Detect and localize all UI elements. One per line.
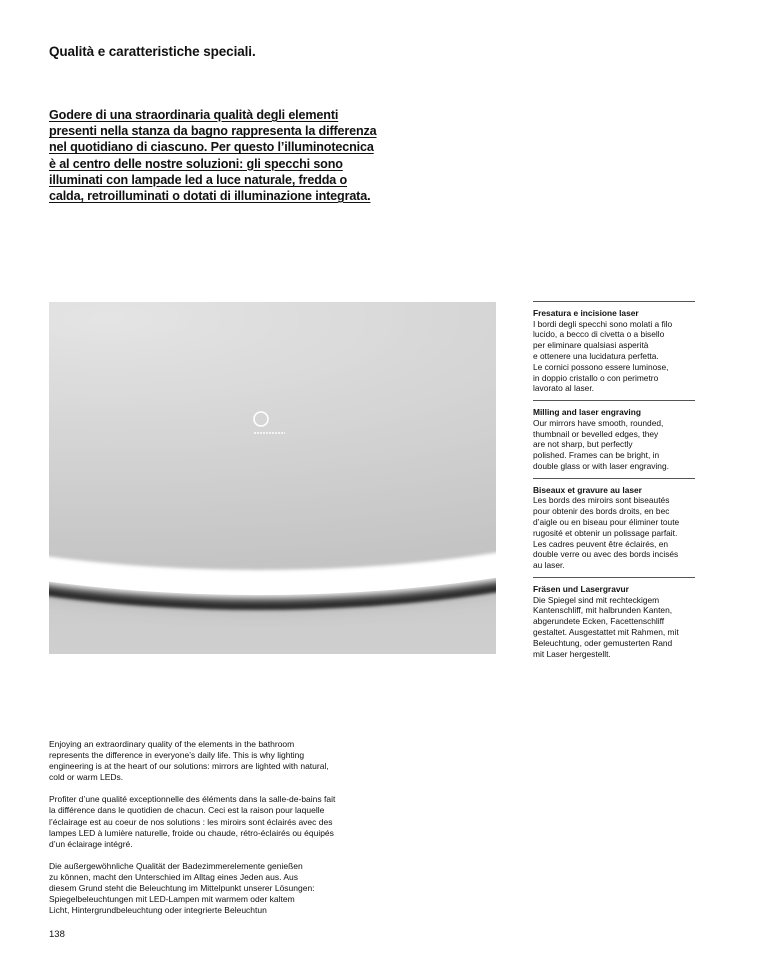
paragraph-line: engineering is at the heart of our solutions: mirrors are lighted with natural,: [49, 761, 329, 772]
feature-line: rugosité et obtenir un polissage parfait.: [533, 527, 678, 538]
features-sidebar: [533, 301, 695, 659]
feature-line: Beleuchtung, oder gemusterten Rand: [533, 637, 673, 648]
paragraph-line: l’éclairage est au coeur de nos solutions : les miroirs sont éclairés avec des: [49, 816, 333, 827]
feature-line: thumbnail or bevelled edges, they: [533, 428, 659, 439]
feature-line: gestaltet. Ausgestattet mit Rahmen, mit: [533, 626, 679, 637]
paragraph-en: [49, 739, 369, 783]
feature-line: d’aigle ou en biseau pour éliminer toute: [533, 516, 680, 527]
feature-block-fr: [533, 478, 695, 571]
feature-body: [533, 495, 695, 571]
feature-line: abgerundete Ecken, Facettenschliff: [533, 616, 665, 627]
feature-line: in doppio cristallo o con perimetro: [533, 372, 659, 383]
feature-heading: Milling and laser engraving: [533, 407, 641, 418]
paragraph-line: zu können, macht den Unterschied im Alltag eines Jeden aus. Aus: [49, 871, 299, 882]
feature-body: [533, 595, 695, 660]
paragraph-line: represents the difference in everyone’s daily life. This is why lighting: [49, 750, 305, 761]
feature-line: polished. Frames can be bright, in: [533, 450, 660, 461]
lead-line: Godere di una straordinaria qualità degli elementi: [49, 108, 339, 122]
paragraph-line: Licht, Hintergrundbeleuchtung oder integrierte Beleuchtun: [49, 905, 267, 916]
feature-line: are not sharp, but perfectly: [533, 439, 633, 450]
paragraph-line: diesem Grund steht die Beleuchtung im Mittelpunkt unserer Lösungen:: [49, 883, 315, 894]
paragraph-line: cold or warm LEDs.: [49, 772, 124, 783]
feature-line: Kantenschliff, mit halbrunden Kanten,: [533, 605, 673, 616]
feature-line: Les bords des miroirs sont biseautés: [533, 495, 670, 506]
lead-line: nel quotidiano di ciascuno. Per questo l’illuminotecnica: [49, 140, 374, 155]
feature-block-en: [533, 400, 695, 472]
feature-heading: Fresatura e incisione laser: [533, 308, 639, 318]
feature-body: [533, 418, 695, 472]
feature-line: double verre ou avec des bords incisés: [533, 549, 679, 560]
lead-line: calda, retroilluminati o dotati di illuminazione integrata.: [49, 189, 371, 204]
paragraph-fr: [49, 794, 369, 849]
paragraph-line: Die außergewöhnliche Qualität der Badezimmerelemente genießen: [49, 860, 303, 871]
mirror-photo: [49, 302, 496, 654]
lead-line: è al centro delle nostre soluzioni: gli specchi sono: [49, 156, 343, 171]
feature-body: [533, 319, 695, 395]
lead-line: presenti nella stanza da bagno rappresenta la differenza: [49, 124, 377, 139]
feature-line: Our mirrors have smooth, rounded,: [533, 417, 664, 428]
lead-line: illuminati con lampade led a luce naturale, fredda o: [49, 172, 348, 187]
feature-line: mit Laser hergestellt.: [533, 648, 611, 659]
paragraph-line: Enjoying an extraordinary quality of the elements in the bathroom: [49, 739, 295, 749]
section-title: Qualità e caratteristiche speciali.: [49, 44, 256, 59]
paragraph-line: lampes LED à lumière naturelle, froide ou chaude, rétro-éclairés ou équipés: [49, 827, 334, 838]
paragraph-line: la différence dans le quotidien de chacun. Ceci est la raison pour laquelle: [49, 805, 325, 816]
feature-block-it: [533, 301, 695, 394]
feature-line: I bordi degli specchi sono molati a filo: [533, 318, 673, 329]
feature-line: lavorato al laser.: [533, 383, 594, 394]
paragraph-line: Spiegelbeleuchtungen mit LED-Lampen mit warmem oder kaltem: [49, 894, 295, 905]
paragraph-de: [49, 861, 369, 916]
feature-heading: Fräsen und Lasergravur: [533, 583, 629, 594]
feature-line: lucido, a becco di civetta o a bisello: [533, 329, 665, 340]
paragraph-line: d’un éclairage intégré.: [49, 838, 133, 849]
page-number: 138: [49, 929, 65, 940]
feature-line: pour obtenir des bords droits, en bec: [533, 506, 670, 517]
feature-block-de: [533, 577, 695, 659]
feature-line: double glass or with laser engraving.: [533, 460, 669, 471]
lead-paragraph: [49, 107, 399, 204]
feature-line: Les cadres peuvent être éclairés, en: [533, 538, 669, 549]
feature-line: Die Spiegel sind mit rechteckigem: [533, 594, 660, 605]
feature-line: per eliminare qualsiasi asperità: [533, 340, 649, 351]
paragraph-line: Profiter d’une qualité exceptionnelle des éléments dans la salle-de-bains fait: [49, 794, 336, 805]
feature-line: Le cornici possono essere luminose,: [533, 361, 669, 372]
feature-line: e ottenere una lucidatura perfetta.: [533, 350, 659, 361]
translations-block: [49, 739, 369, 916]
feature-heading: Biseaux et gravure au laser: [533, 484, 642, 495]
feature-line: au laser.: [533, 560, 565, 571]
